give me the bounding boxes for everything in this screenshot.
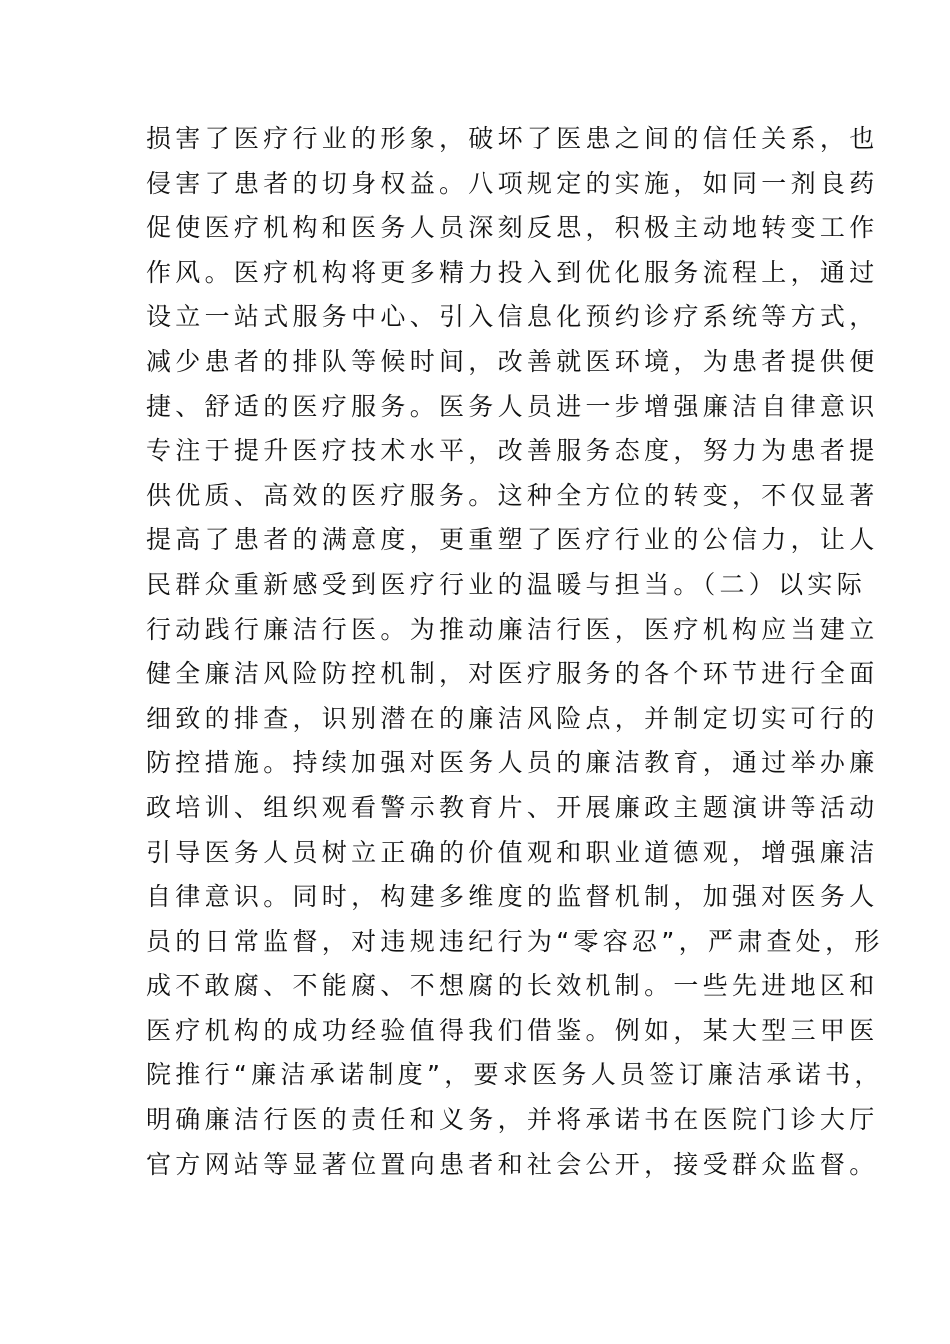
text-line: 医疗机构的成功经验值得我们借鉴。例如，某大型三甲医 xyxy=(146,1015,879,1045)
text-line: 细致的排查，识别潜在的廉洁风险点，并制定切实可行的 xyxy=(146,703,879,733)
text-line: 作风。医疗机构将更多精力投入到优化服务流程上，通过 xyxy=(146,257,879,287)
text-line: 侵害了患者的切身权益。八项规定的实施，如同一剂良药 xyxy=(146,168,879,198)
text-line: 减少患者的排队等候时间，改善就医环境，为患者提供便 xyxy=(146,346,879,376)
text-line: 设立一站式服务中心、引入信息化预约诊疗系统等方式， xyxy=(146,302,879,332)
text-line: 促使医疗机构和医务人员深刻反思，积极主动地转变工作 xyxy=(146,213,879,243)
text-line: 自律意识。同时，构建多维度的监督机制，加强对医务人 xyxy=(146,882,879,912)
text-line: 专注于提升医疗技术水平，改善服务态度，努力为患者提 xyxy=(146,436,879,466)
text-line: 引导医务人员树立正确的价值观和职业道德观，增强廉洁 xyxy=(146,837,879,867)
text-line: 明确廉洁行医的责任和义务，并将承诺书在医院门诊大厅 xyxy=(146,1105,879,1135)
text-line: 损害了医疗行业的形象，破坏了医患之间的信任关系，也 xyxy=(146,124,879,153)
text-line: 民群众重新感受到医疗行业的温暖与担当。（二）以实际 xyxy=(146,569,867,599)
text-line: 捷、舒适的医疗服务。医务人员进一步增强廉洁自律意识 xyxy=(146,391,879,421)
text-line: 院推行“廉洁承诺制度”，要求医务人员签订廉洁承诺书， xyxy=(146,1060,884,1090)
text-line: 健全廉洁风险防控机制，对医疗服务的各个环节进行全面 xyxy=(146,659,879,689)
text-line: 防控措施。持续加强对医务人员的廉洁教育，通过举办廉 xyxy=(146,748,879,778)
body-text xyxy=(146,117,884,1187)
text-line: 政培训、组织观看警示教育片、开展廉政主题演讲等活动 xyxy=(146,792,879,822)
text-line: 供优质、高效的医疗服务。这种全方位的转变，不仅显著 xyxy=(146,480,879,510)
text-line: 官方网站等显著位置向患者和社会公开，接受群众监督。 xyxy=(146,1149,879,1179)
text-line: 行动践行廉洁行医。为推动廉洁行医，医疗机构应当建立 xyxy=(146,614,879,644)
text-line: 提高了患者的满意度，更重塑了医疗行业的公信力，让人 xyxy=(146,525,879,555)
text-line: 成不敢腐、不能腐、不想腐的长效机制。一些先进地区和 xyxy=(146,971,879,1001)
text-line: 员的日常监督，对违规违纪行为“零容忍”，严肃查处，形 xyxy=(146,926,884,956)
